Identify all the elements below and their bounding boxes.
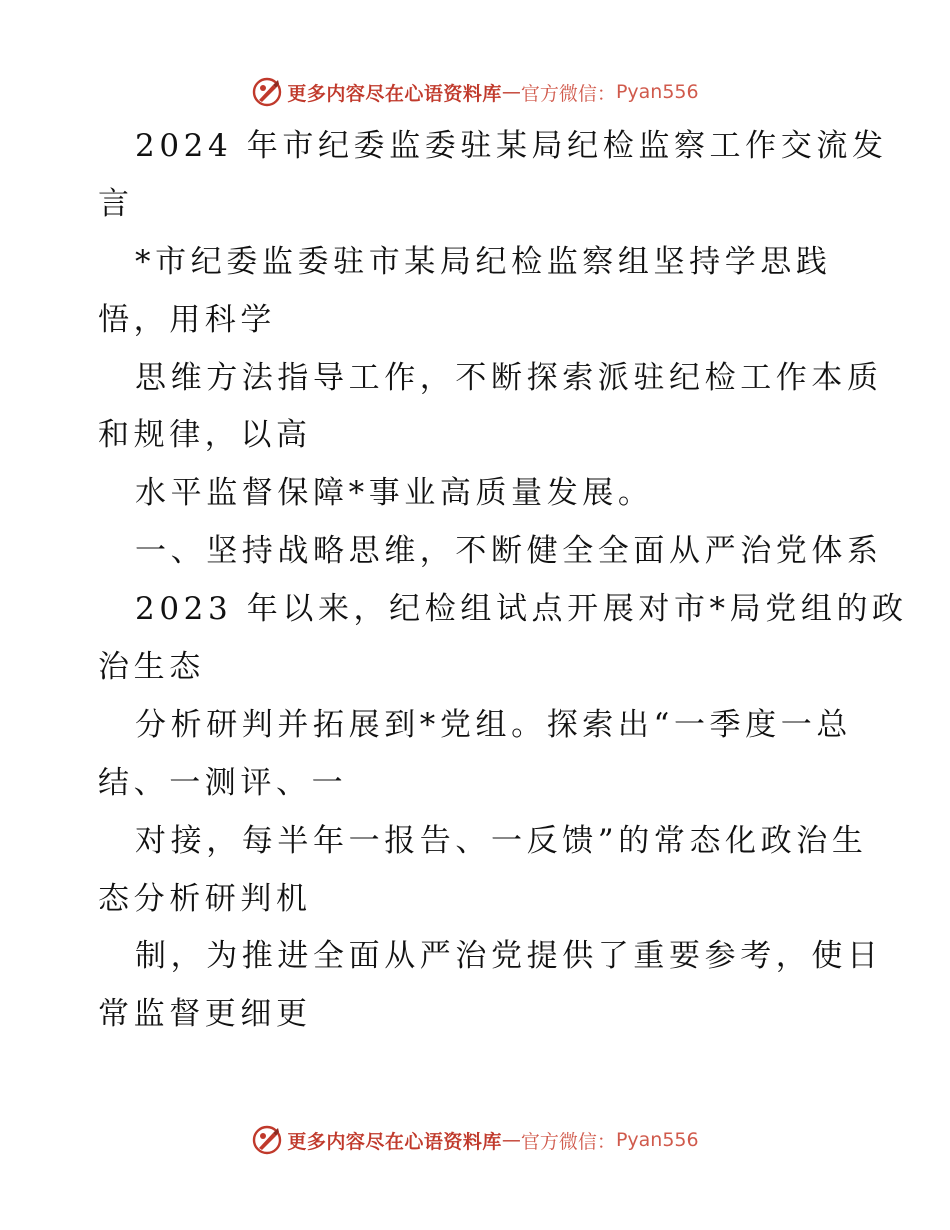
header-watermark <box>0 72 950 112</box>
watermark-wechat-id: Pyan556 <box>615 81 699 103</box>
text-line: 悟，用科学 <box>98 301 276 338</box>
text-line: 治生态 <box>98 649 205 686</box>
text-line: 水平监督保障*事业高质量发展。 <box>135 475 654 512</box>
watermark-wechat-id: Pyan556 <box>615 1129 699 1151</box>
text-line: 常监督更细更 <box>98 996 312 1033</box>
text-line: 态分析研判机 <box>98 880 312 917</box>
text-line: 结、一测评、一 <box>98 764 348 801</box>
text-line: 制，为推进全面从严治党提供了重要参考，使日 <box>135 938 883 975</box>
watermark-main-text: 更多内容尽在心语资料库 <box>287 82 502 105</box>
text-line: 和规律，以高 <box>98 417 312 454</box>
text-line: 对接，每半年一报告、一反馈”的常态化政治生 <box>135 822 868 859</box>
watermark-dash: — <box>501 1129 521 1151</box>
quill-pen-logo-icon <box>251 76 283 108</box>
watermark-wechat-label: 官方微信： <box>520 1130 616 1153</box>
watermark-main-text: 更多内容尽在心语资料库 <box>287 1130 502 1153</box>
text-line: 2023 年以来，纪检组试点开展对市*局党组的政 <box>135 591 908 628</box>
quill-pen-logo-icon <box>251 1124 283 1156</box>
text-line: 言 <box>98 185 134 222</box>
footer-watermark <box>0 1120 950 1160</box>
document-body <box>98 118 908 1044</box>
watermark-dash: — <box>501 81 521 103</box>
watermark-wechat-label: 官方微信： <box>520 82 616 105</box>
text-line: 一、坚持战略思维，不断健全全面从严治党体系 <box>135 533 883 570</box>
text-line: 分析研判并拓展到*党组。探索出“一季度一总 <box>135 706 852 743</box>
text-line: 思维方法指导工作，不断探索派驻纪检工作本质 <box>135 359 883 396</box>
text-line: *市纪委监委驻市某局纪检监察组坚持学思践 <box>135 243 832 280</box>
text-line: 2024 年市纪委监委驻某局纪检监察工作交流发 <box>135 128 888 164</box>
